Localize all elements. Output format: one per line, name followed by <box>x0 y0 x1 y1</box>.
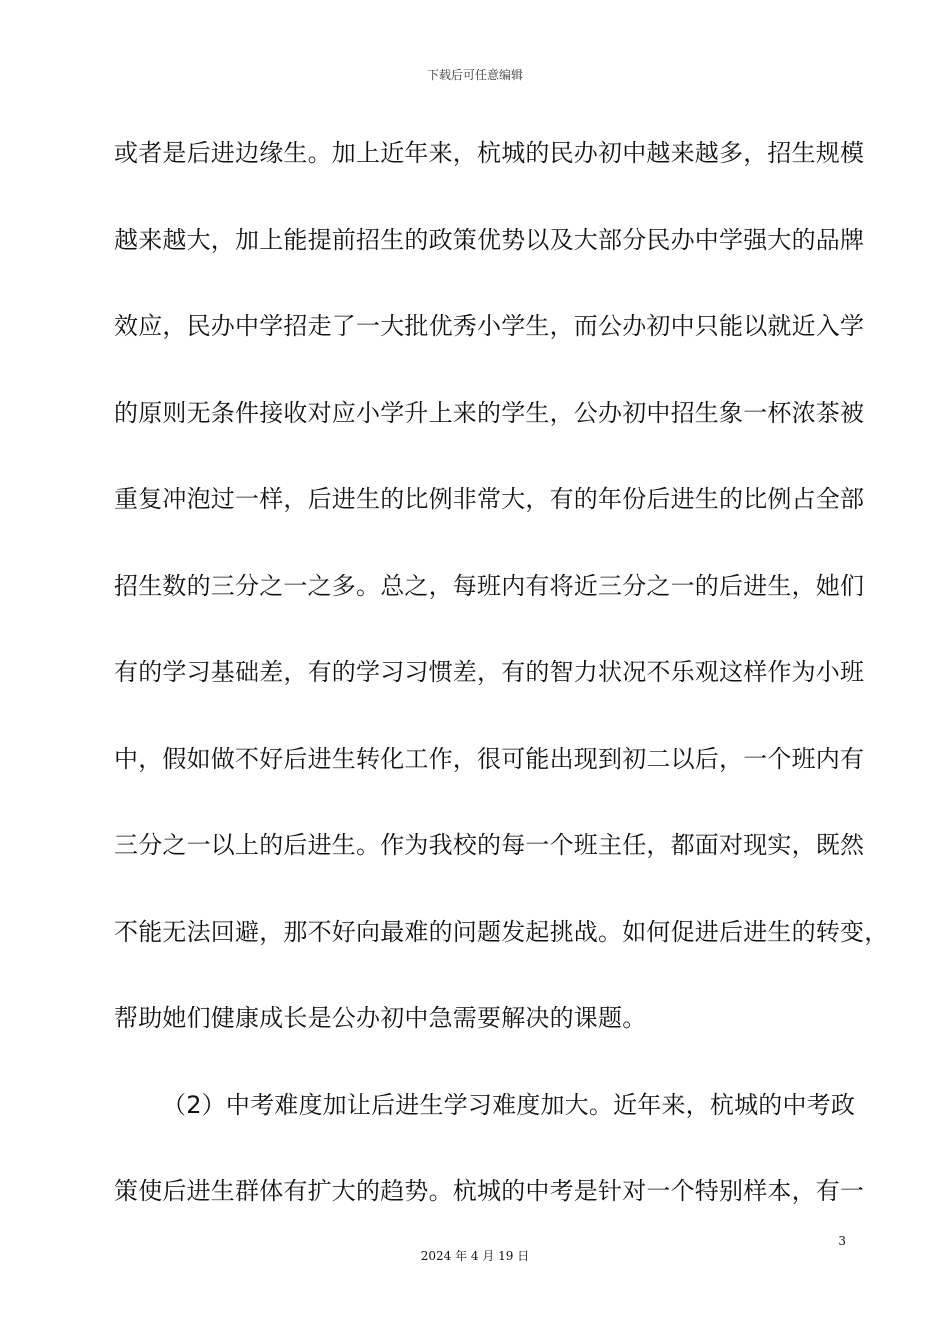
footer-date: 2024 年 4 月 19 日 <box>420 1249 530 1263</box>
page-number: 3 <box>838 1234 846 1248</box>
body-line-10: 不能无法回避，那不好向最难的问题发起挑战。如何促进后进生的转变， <box>114 917 889 946</box>
body-line-5: 重复冲泡过一样，后进生的比例非常大，有的年份后进生的比例占全部 <box>114 485 865 513</box>
body-line-9: 三分之一以上的后进生。作为我校的每一个班主任，都面对现实，既然 <box>114 831 865 859</box>
body-line-2: 越来越大，加上能提前招生的政策优势以及大部分民办中学强大的品牌 <box>114 225 865 254</box>
body-line-1: 或者是后进边缘生。加上近年来，杭城的民办初中越来越多，招生规模 <box>114 139 865 167</box>
body-line-8: 中，假如做不好后进生转化工作，很可能出现到初二以后，一个班内有 <box>114 744 865 773</box>
body-line-7: 有的学习基础差，有的学习习惯差，有的智力状况不乐观这样作为小班 <box>114 658 865 686</box>
body-line-4: 的原则无条件接收对应小学升上来的学生，公办初中招生象一杯浓茶被 <box>114 398 865 427</box>
body-line-3: 效应，民办中学招走了一大批优秀小学生，而公办初中只能以就近入学 <box>114 312 865 340</box>
body-line-13: 策使后进生群体有扩大的趋势。杭城的中考是针对一个特别样本，有一 <box>114 1177 865 1205</box>
body-line-6: 招生数的三分之一之多。总之，每班内有将近三分之一的后进生，她们 <box>114 571 865 600</box>
document-body <box>114 130 889 1255</box>
page-header-note: 下载后可任意编辑 <box>426 68 523 82</box>
body-line-12: （2）中考难度加让后进生学习难度加大。近年来，杭城的中考政 <box>162 1090 856 1119</box>
body-line-11: 帮助她们健康成长是公办初中急需要解决的课题。 <box>114 1004 647 1032</box>
